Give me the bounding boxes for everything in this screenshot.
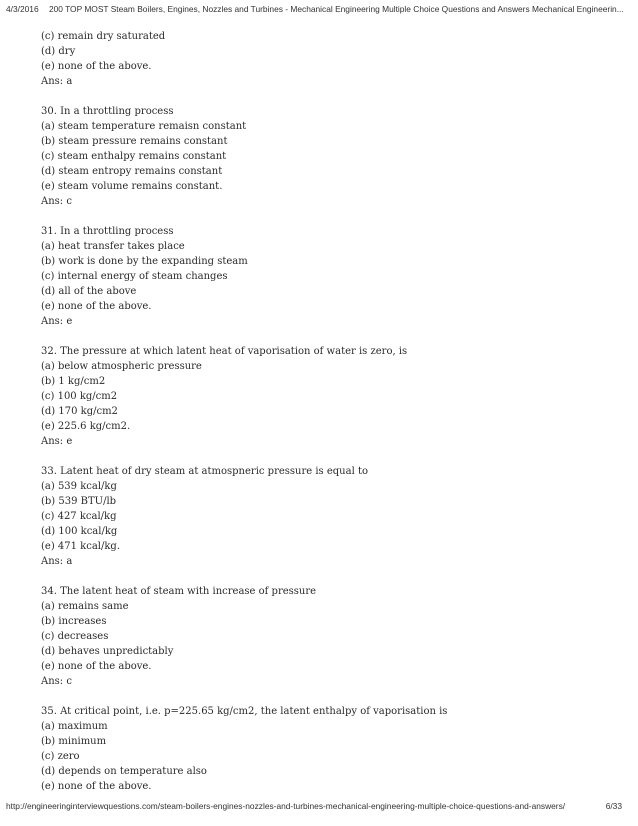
question-block [41, 344, 601, 449]
option-line: (e) none of the above. [41, 781, 152, 792]
option-line: (a) 539 kcal/kg [41, 481, 117, 492]
option-line: (d) 100 kcal/kg [41, 526, 118, 537]
option-line: (d) dry [41, 46, 76, 57]
question-text: 31. In a throttling process [41, 226, 174, 237]
source-url[interactable]: http://engineeringinterviewquestions.com/steam-boilers-engines-nozzles-and-turbines-mechanical-engineering-multiple-choice-questions-and-answers/ [6, 801, 566, 811]
continued-question [41, 29, 601, 89]
option-line: (a) maximum [41, 721, 108, 732]
question-text: 34. The latent heat of steam with increase of pressure [41, 586, 317, 597]
print-date: 4/3/2016 [6, 4, 39, 14]
option-line: (d) behaves unpredictably [41, 646, 174, 657]
option-line: (d) steam entropy remains constant [41, 166, 223, 177]
option-line: Ans: a [41, 556, 73, 567]
question-text: 35. At critical point, i.e. p=225.65 kg/cm2, the latent enthalpy of vaporisation is [41, 706, 448, 717]
question-block [41, 584, 601, 689]
option-line: (b) minimum [41, 736, 107, 747]
option-line: Ans: c [41, 676, 72, 687]
option-line: Ans: e [41, 436, 73, 447]
question-text: 30. In a throttling process [41, 106, 174, 117]
question-block [41, 224, 601, 329]
option-line: (c) decreases [41, 631, 109, 642]
question-block [41, 704, 601, 794]
option-line: (d) all of the above [41, 286, 137, 297]
document-title: 200 TOP MOST Steam Boilers, Engines, Nozzles and Turbines - Mechanical Engineering Multiple Choice Questions and Answers Mechanical Engineerin... [48, 4, 624, 14]
option-line: (e) 225.6 kg/cm2. [41, 421, 131, 432]
option-line: (e) none of the above. [41, 661, 152, 672]
question-text: 32. The pressure at which latent heat of vaporisation of water is zero, is [41, 346, 408, 357]
option-line: (e) 471 kcal/kg. [41, 541, 120, 552]
option-line: (c) 100 kg/cm2 [41, 391, 118, 402]
option-line: (b) work is done by the expanding steam [41, 256, 248, 267]
option-line: (b) 539 BTU/lb [41, 496, 117, 507]
option-line: Ans: e [41, 316, 73, 327]
option-line: (a) below atmospheric pressure [41, 361, 202, 372]
option-line: (e) steam volume remains constant. [41, 181, 223, 192]
option-line: (a) remains same [41, 601, 129, 612]
option-line: (e) none of the above. [41, 61, 152, 72]
question-text: 33. Latent heat of dry steam at atmospneric pressure is equal to [41, 466, 368, 477]
option-line: (b) 1 kg/cm2 [41, 376, 106, 387]
option-line: (b) steam pressure remains constant [41, 136, 228, 147]
option-line: (c) internal energy of steam changes [41, 271, 228, 282]
option-line: (a) steam temperature remaisn constant [41, 121, 247, 132]
page-header [6, 4, 632, 14]
option-line: (d) depends on temperature also [41, 766, 207, 777]
answer-line: Ans: a [41, 76, 73, 87]
question-block [41, 464, 601, 569]
option-line: Ans: c [41, 196, 72, 207]
option-line: (e) none of the above. [41, 301, 152, 312]
option-line: (c) 427 kcal/kg [41, 511, 117, 522]
option-line: (a) heat transfer takes place [41, 241, 185, 252]
option-line: (c) zero [41, 751, 80, 762]
question-list [41, 29, 601, 809]
page-number: 6/33 [605, 801, 622, 811]
option-line: (d) 170 kg/cm2 [41, 406, 118, 417]
question-block [41, 104, 601, 209]
option-line: (b) increases [41, 616, 107, 627]
option-line: (c) remain dry saturated [41, 31, 166, 42]
option-line: (c) steam enthalpy remains constant [41, 151, 227, 162]
